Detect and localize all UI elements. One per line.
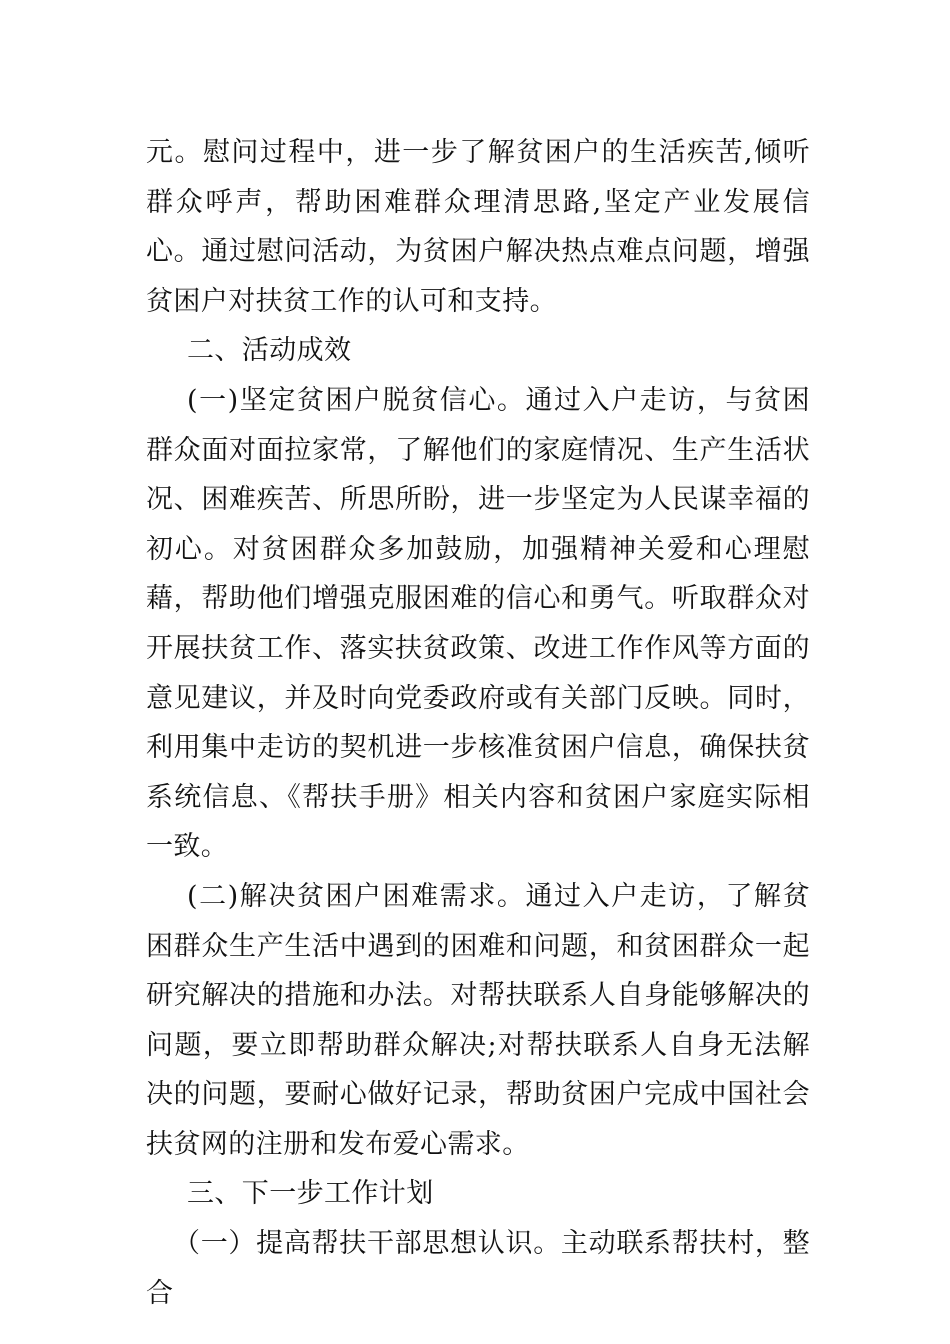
section-heading-results: 二、活动成效	[187, 335, 352, 367]
paragraph-needs: (二)解决贫困户困难需求。通过入户走访，了解贫困群众生产生活中遇到的困难和问题，和贫困群众一起研究解决的措施和办法。对帮扶联系人自身能够解决的问题，要立即帮助群众解决;对帮扶联系人自身无法解决的问题，要耐心做好记录，帮助贫困户完成中国社会扶贫网的注册和发布爱心需求。	[146, 880, 810, 1160]
document-body	[146, 128, 810, 1318]
section-heading-plan: 三、下一步工作计划	[187, 1178, 434, 1210]
paragraph-continuation: 元。慰问过程中，进一步了解贫困户的生活疾苦,倾听群众呼声，帮助困难群众理清思路,坚定产业发展信心。通过慰问活动，为贫困户解决热点难点问题，增强贫困户对扶贫工作的认可和支持。	[146, 137, 810, 317]
paragraph-confidence: (一)坚定贫困户脱贫信心。通过入户走访，与贫困群众面对面拉家常，了解他们的家庭情况、生产生活状况、困难疾苦、所思所盼，进一步坚定为人民谋幸福的初心。对贫困群众多加鼓励，加强精神关爱和心理慰藉，帮助他们增强克服困难的信心和勇气。听取群众对开展扶贫工作、落实扶贫政策、改进工作作风等方面的意见建议，并及时向党委政府或有关部门反映。同时，利用集中走访的契机进一步核准贫困户信息，确保扶贫系统信息、《帮扶手册》相关内容和贫困户家庭实际相一致。	[146, 384, 810, 863]
paragraph-plan-first: （一）提高帮扶干部思想认识。主动联系帮扶村，整合	[146, 1228, 810, 1309]
